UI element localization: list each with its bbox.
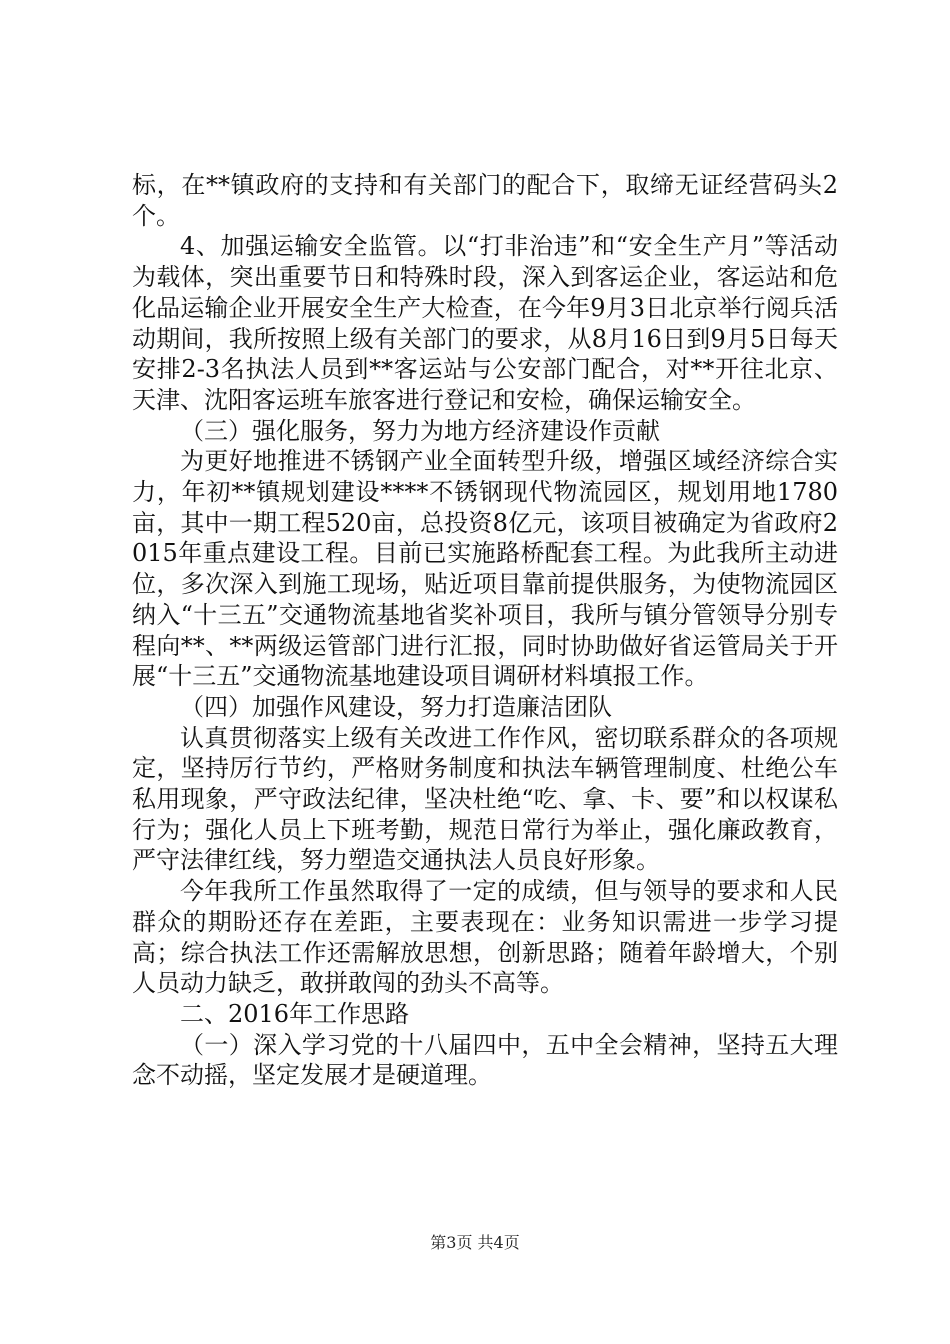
paragraph-continuation: 标，在**镇政府的支持和有关部门的配合下，取缔无证经营码头2个。 [132, 171, 838, 230]
section-heading-2016-plan: 二、2016年工作思路 [180, 999, 410, 1028]
paragraph-logistics-park: 为更好地推进不锈钢产业全面转型升级，增强区域经济综合实力，年初**镇规划建设****不锈钢现代物流园区，规划用地1780亩，其中一期工程520亩，总投资8亿元，该项目被确定为省政府2015年重点建设工程。目前已实施路桥配套工程。为此我所主动进位，多次深入到施工现场，贴近项目靠前提供服务，为使物流园区纳入“十三五”交通物流基地省奖补项目，我所与镇分管领导分别专程向**、**两级运管部门进行汇报，同时协助做好省运管局关于开展“十三五”交通物流基地建设项目调研材料填报工作。 [132, 447, 838, 691]
section-heading-work-style: （四）加强作风建设，努力打造廉洁团队 [180, 692, 612, 721]
paragraph-transport-safety: 4、加强运输安全监管。以“打非治违”和“安全生产月”等活动为载体，突出重要节日和特殊时段，深入到客运企业，客运站和危化品运输企业开展安全生产大检查，在今年9月3日北京举行阅兵活动期间，我所按照上级有关部门的要求，从8月16日到9月5日每天安排2-3名执法人员到**客运站与公安部门配合，对**开往北京、天津、沈阳客运班车旅客进行登记和安检，确保运输安全。 [132, 232, 838, 414]
paragraph-work-style: 认真贯彻落实上级有关改进工作作风，密切联系群众的各项规定，坚持厉行节约，严格财务制度和执法车辆管理制度、杜绝公车私用现象，严守政法纪律，坚决杜绝“吃、拿、卡、要”和以权谋私行为；强化人员上下班考勤，规范日常行为举止，强化廉政教育，严守法律红线，努力塑造交通执法人员良好形象。 [132, 723, 838, 875]
section-heading-service: （三）强化服务，努力为地方经济建设作贡献 [180, 416, 660, 445]
paragraph-plan-item-1: （一）深入学习党的十八届四中，五中全会精神，坚持五大理念不动摇，坚定发展才是硬道理。 [132, 1030, 838, 1090]
page-number-footer: 第3页 共4页 [430, 1233, 520, 1252]
paragraph-shortcomings: 今年我所工作虽然取得了一定的成绩，但与领导的要求和人民群众的期盼还存在差距，主要表现在：业务知识需进一步学习提高；综合执法工作还需解放思想，创新思路；随着年龄增大，个别人员动力缺乏，敢拼敢闯的劲头不高等。 [132, 877, 838, 998]
document-body [132, 170, 838, 1091]
